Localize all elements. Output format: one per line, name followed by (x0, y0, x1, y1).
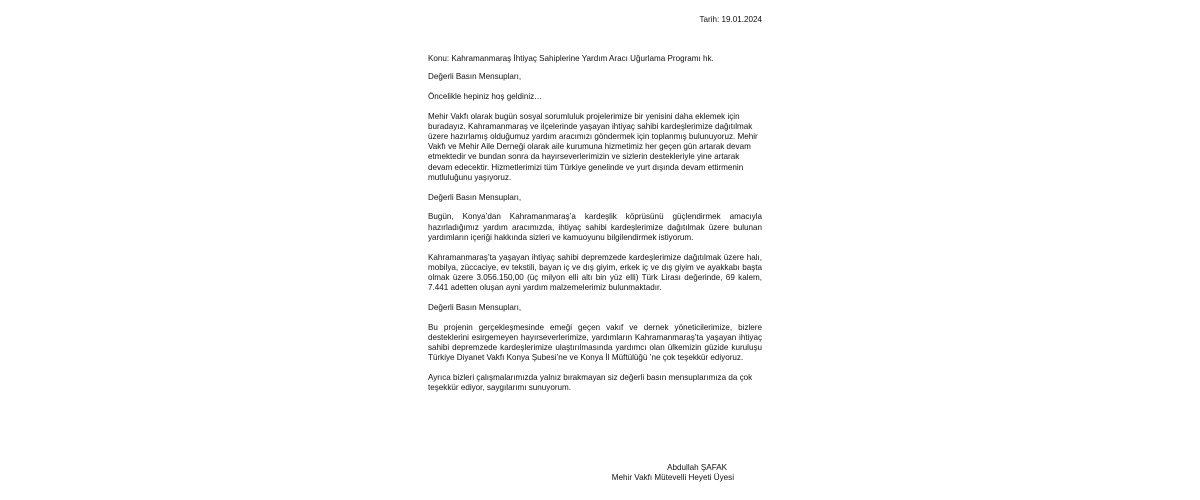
salutation: Değerli Basın Mensupları, (428, 192, 522, 202)
letter-body (428, 72, 762, 403)
closing-paragraph: Ayrıca bizleri çalışmalarımızda yalnız bırakmayan siz değerli basın mensuplarımıza da çok teşekkür ediyor, saygılarımı sunuyorum. (428, 373, 753, 393)
greeting: Öncelikle hepiniz hoş geldiniz… (428, 91, 543, 101)
signatory-name: Abdullah ŞAFAK (667, 463, 727, 472)
letter-subject: Konu: Kahramanmaraş İhtiyaç Sahiplerine Yardım Aracı Uğurlama Programı hk. (428, 54, 714, 63)
signatory-title: Mehir Vakfı Mütevelli Heyeti Üyesi (611, 473, 734, 483)
body-paragraph: Mehir Vakfı olarak bugün sosyal sorumluluk projelerimize bir yenisini daha eklemek için buradayız. Kahramanmaraş ve ilçelerinde yaşayan ihtiyaç sahibi kardeşlerimize dağıtılmak üzere hazırlamış olduğumuz yardım aracımızı göndermek için toplanmış bulunuyoruz. Mehir Vakfı ve Mehir Aile Derneği olarak aile kurumuna hizmetimiz her geçen gün artarak devam etmektedir ve bundan sonra da hayırseverlerimizin ve sizlerin destekleriyle yine artarak devam edecektir. Hizmetlerimizi tüm Türkiye genelinde ve yurt dışında devam ettirmenin mutluluğunu yaşıyoruz. (428, 111, 758, 182)
salutation: Değerli Basın Mensupları, (428, 72, 522, 81)
signature-block (428, 463, 762, 483)
body-paragraph: Bu projenin gerçekleşmesinde emeği geçen vakıf ve dernek yöneticilerimize, bizlere desteklerini esirgemeyen hayırseverlerimize, yardımların Kahramanmaraş’ta yaşayan ihtiyaç sahibi depremzede kardeşlerimize ulaştırılmasında yardımcı olan ülkemizin güzide kuruluşu Türkiye Diyanet Vakfı Konya Şubesi’ne ve Konya İl Müftülüğü ’ne çok teşekkür ediyoruz. (428, 322, 762, 363)
body-paragraph: Kahramanmaraş’ta yaşayan ihtiyaç sahibi depremzede kardeşlerimize dağıtılmak üzere halı, mobilya, züccaciye, ev tekstili, bayan iç ve dış giyim, erkek iç ve dış giyim ve ayakkabı başta olmak üzere 3.056.150,00 (üç milyon elli altı bin yüz elli) Türk Lirası değerinde, 69 kalem, 7.441 adetten oluşan ayni yardım malzemelerimiz bulunmaktadır. (428, 252, 762, 293)
salutation: Değerli Basın Mensupları, (428, 303, 522, 313)
letter-date: Tarih: 19.01.2024 (699, 15, 762, 24)
body-paragraph: Bugün, Konya’dan Kahramanmaraş’a kardeşlik köprüsünü güçlendirmek amacıyla hazırladığımız yardım aracımızda, ihtiyaç sahibi kardeşlerimize dağıtılmak üzere bulunan yardımların içeriği hakkında sizleri ve kamuoyunu bilgilendirmek istiyorum. (428, 212, 762, 242)
